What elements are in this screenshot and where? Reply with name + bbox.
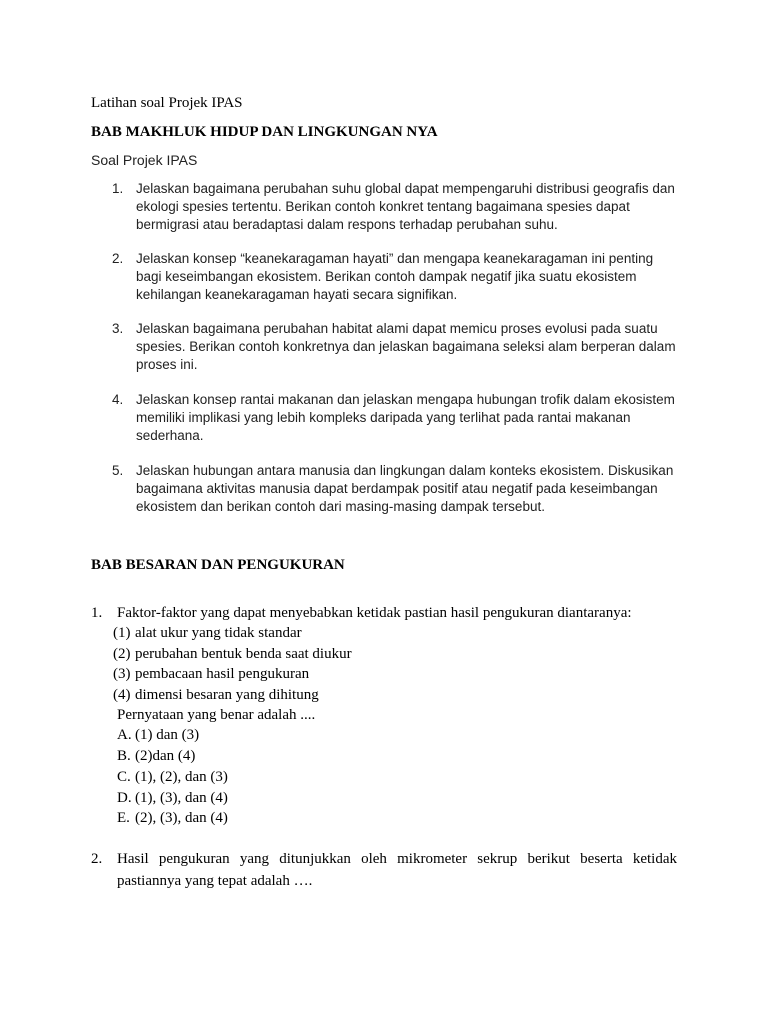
question-text: Hasil pengukuran yang ditunjukkan oleh mikrometer sekrup berikut beserta ketidak pastiannya yang tepat adalah ….	[117, 851, 677, 889]
statement-number: (1)	[113, 625, 131, 641]
choice-letter: A.	[117, 727, 132, 743]
question-number: 2.	[112, 251, 124, 266]
question-text: Jelaskan bagaimana perubahan suhu global dapat mempengaruhi distribusi geografis dan ekologi spesies tertentu. Berikan contoh konkret tentang bagaimana spesies dapat bermigrasi atau beradaptasi dalam respons terhadap perubahan suhu.	[136, 181, 675, 232]
answer-choice	[117, 746, 195, 767]
question-number: 3.	[112, 321, 124, 336]
statement-number: (4)	[113, 687, 131, 703]
answer-choice	[117, 767, 228, 788]
question-text: Jelaskan konsep rantai makanan dan jelaskan mengapa hubungan trofik dalam ekosistem memiliki implikasi yang lebih kompleks daripada yang terlihat pada rantai makanan sederhana.	[136, 392, 675, 443]
choice-letter: D.	[117, 790, 132, 806]
choice-letter: B.	[117, 748, 131, 764]
question-prompt: Pernyataan yang benar adalah ....	[117, 707, 316, 723]
question-number: 5.	[112, 463, 124, 478]
question-stem: Faktor-faktor yang dapat menyebabkan ketidak pastian hasil pengukuran diantaranya:	[117, 605, 632, 621]
statement-number: (3)	[113, 666, 131, 682]
statement-item	[113, 664, 309, 685]
statement-item	[113, 644, 352, 665]
statement-text: alat ukur yang tidak standar	[135, 625, 302, 641]
choice-text: (1) dan (3)	[135, 727, 200, 743]
question-text: Jelaskan bagaimana perubahan habitat alami dapat memicu proses evolusi pada suatu spesies. Berikan contoh konkretnya dan jelaskan bagaimana seleksi alam berperan dalam proses ini.	[136, 321, 676, 372]
statement-text: dimensi besaran yang dihitung	[135, 687, 319, 703]
choice-text: (2), (3), dan (4)	[135, 810, 228, 826]
document-title: Latihan soal Projek IPAS	[91, 95, 243, 111]
question-text: Jelaskan hubungan antara manusia dan lingkungan dalam konteks ekosistem. Diskusikan bagaimana aktivitas manusia dapat berdampak positif atau negatif pada keseimbangan ekosistem dan berikan contoh dari masing-masing dampak tersebut.	[136, 463, 674, 514]
question-number: 4.	[112, 392, 124, 407]
statement-text: pembacaan hasil pengukuran	[135, 666, 310, 682]
answer-choice	[117, 725, 199, 746]
question-number: 1.	[91, 605, 103, 621]
choice-letter: E.	[117, 810, 130, 826]
answer-choice	[117, 788, 228, 809]
question-text: Jelaskan konsep “keanekaragaman hayati” dan mengapa keanekaragaman ini penting bagi keseimbangan ekosistem. Berikan contoh dampak negatif jika suatu ekosistem kehilangan keanekaragaman hayati secara signifikan.	[136, 251, 654, 302]
statement-number: (2)	[113, 646, 131, 662]
statement-item	[113, 623, 302, 644]
choice-text: (1), (3), dan (4)	[135, 790, 228, 806]
question-number: 1.	[112, 181, 124, 196]
statement-text: perubahan bentuk benda saat diukur	[135, 646, 352, 662]
question-number: 2.	[91, 851, 103, 867]
choice-letter: C.	[117, 769, 131, 785]
answer-choice	[117, 808, 228, 829]
section-heading-besaran: BAB BESARAN DAN PENGUKURAN	[91, 557, 345, 573]
section-heading-makhluk-hidup: BAB MAKHLUK HIDUP DAN LINGKUNGAN NYA	[91, 124, 438, 140]
section-subtitle: Soal Projek IPAS	[91, 152, 198, 168]
choice-text: (1), (2), dan (3)	[135, 769, 228, 785]
statement-item	[113, 685, 319, 706]
choice-text: (2)dan (4)	[135, 748, 196, 764]
